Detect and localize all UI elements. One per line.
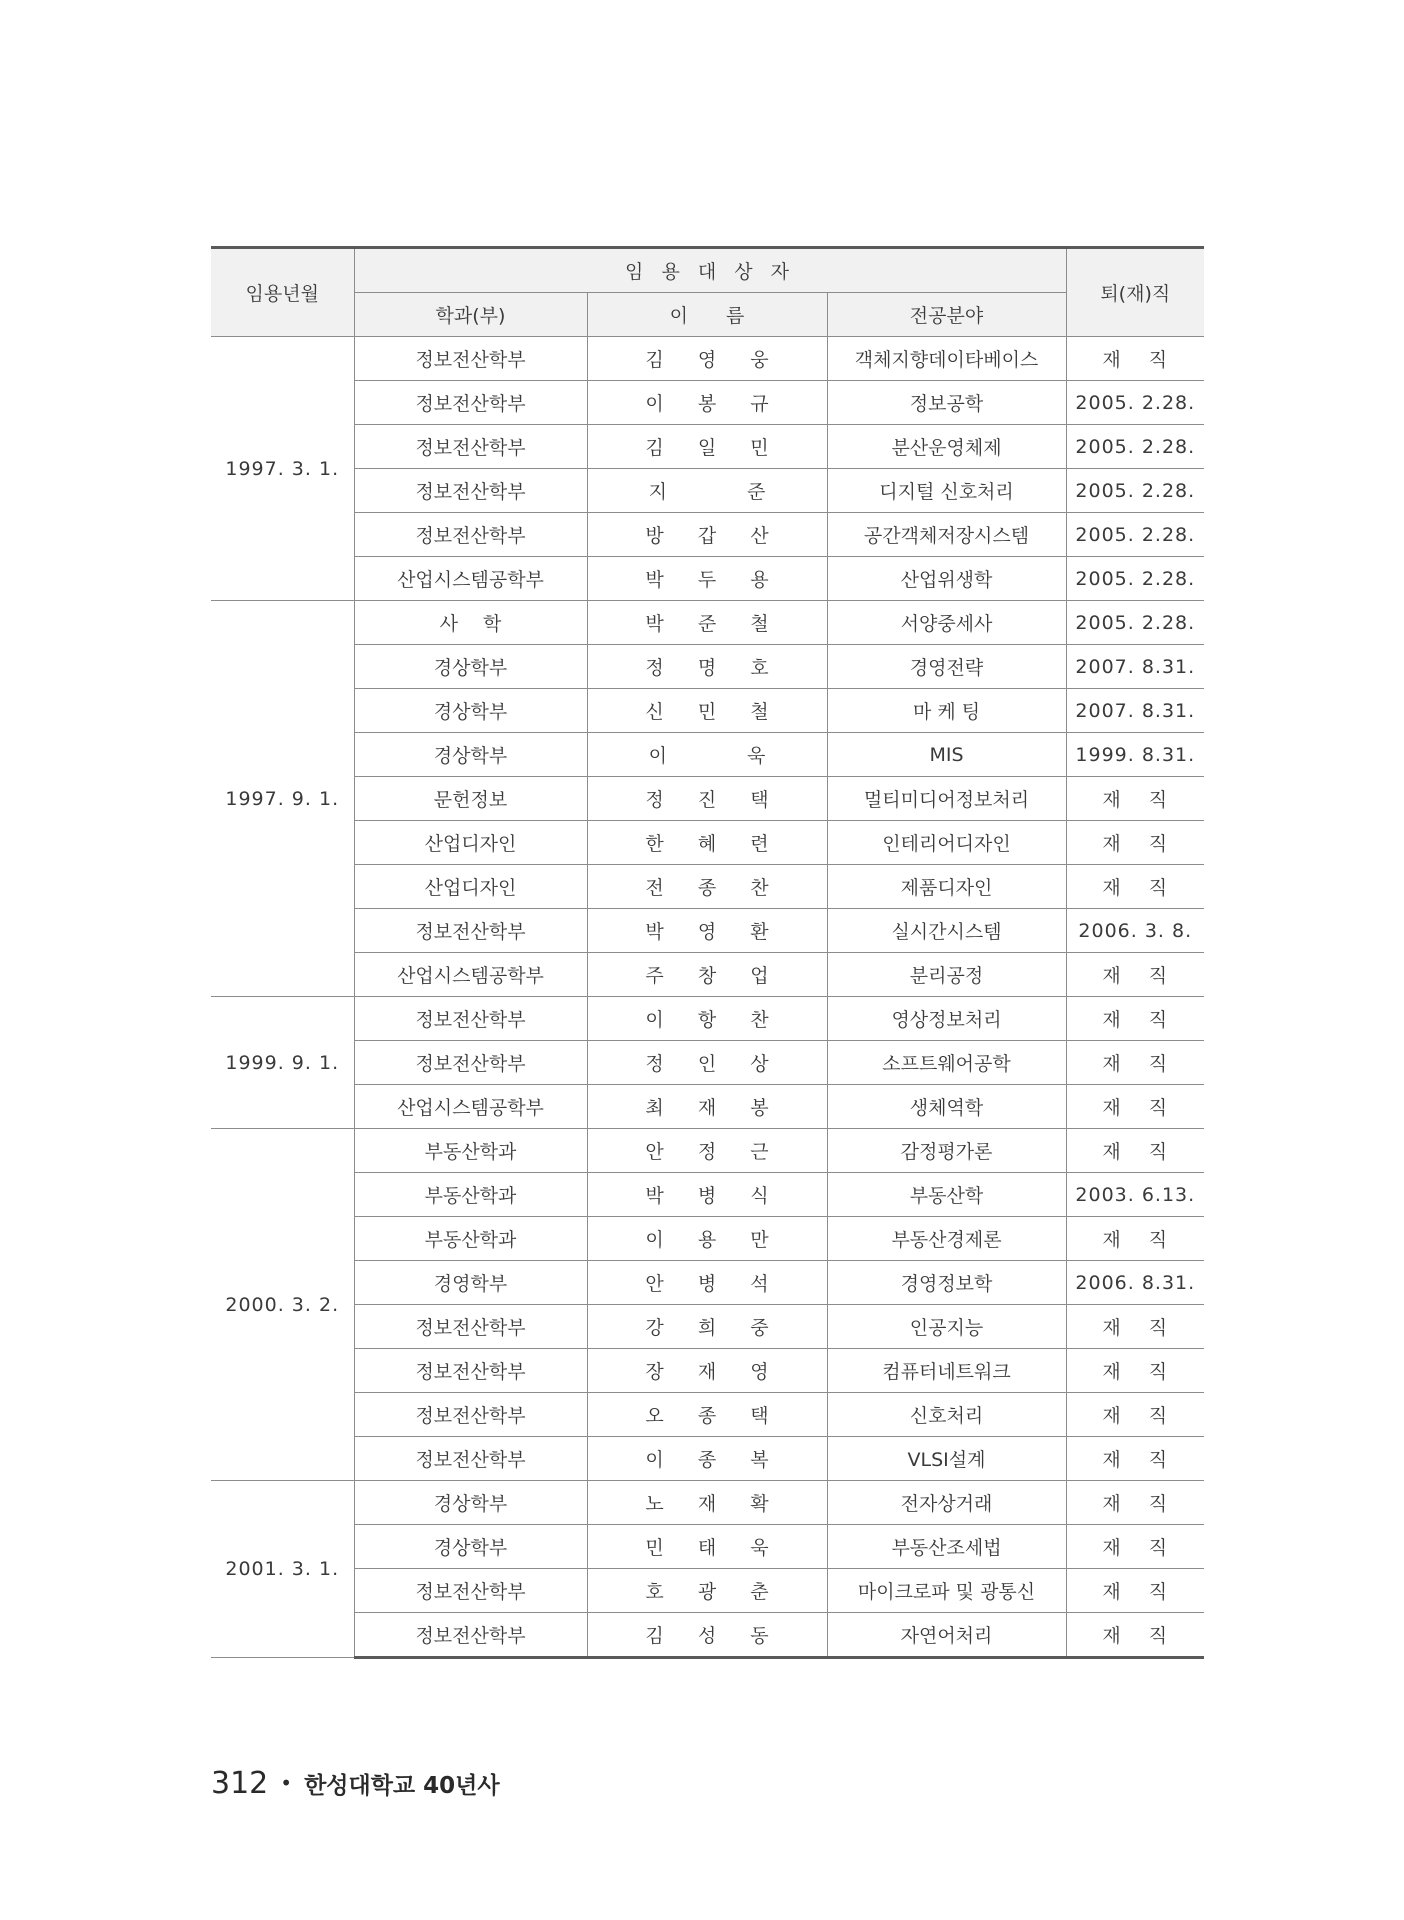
status-cell: 2005. 2.28.	[1066, 557, 1204, 601]
name-cell: 강 희 중	[587, 1305, 827, 1349]
table-row	[211, 1217, 1204, 1261]
table-row	[211, 1129, 1204, 1173]
department-cell: 정보전산학부	[354, 1613, 587, 1658]
header-appointee-group: 임 용 대 상 자	[354, 248, 1066, 293]
major-cell: 인공지능	[827, 1305, 1066, 1349]
appointment-date-cell: 2001. 3. 1.	[211, 1481, 354, 1658]
header-department: 학과(부)	[354, 293, 587, 337]
major-cell: 실시간시스템	[827, 909, 1066, 953]
name-cell: 이 종 복	[587, 1437, 827, 1481]
header-status: 퇴(재)직	[1066, 248, 1204, 337]
status-cell: 재 직	[1066, 1349, 1204, 1393]
name-cell: 방 갑 산	[587, 513, 827, 557]
major-cell: 분산운영체제	[827, 425, 1066, 469]
header-major: 전공분야	[827, 293, 1066, 337]
department-cell: 정보전산학부	[354, 337, 587, 381]
department-cell: 경영학부	[354, 1261, 587, 1305]
status-cell: 재 직	[1066, 1481, 1204, 1525]
major-cell: 객체지향데이타베이스	[827, 337, 1066, 381]
status-cell: 2006. 8.31.	[1066, 1261, 1204, 1305]
department-cell: 정보전산학부	[354, 1393, 587, 1437]
status-cell: 2003. 6.13.	[1066, 1173, 1204, 1217]
major-cell: 정보공학	[827, 381, 1066, 425]
name-cell: 호 광 춘	[587, 1569, 827, 1613]
department-cell: 정보전산학부	[354, 425, 587, 469]
department-cell: 정보전산학부	[354, 997, 587, 1041]
status-cell: 재 직	[1066, 865, 1204, 909]
status-cell: 재 직	[1066, 1305, 1204, 1349]
name-cell: 박 준 철	[587, 601, 827, 645]
name-cell: 김 일 민	[587, 425, 827, 469]
name-cell: 주 창 업	[587, 953, 827, 997]
table-row	[211, 557, 1204, 601]
major-cell: 산업위생학	[827, 557, 1066, 601]
department-cell: 정보전산학부	[354, 381, 587, 425]
status-cell: 2005. 2.28.	[1066, 425, 1204, 469]
status-cell: 2007. 8.31.	[1066, 645, 1204, 689]
status-cell: 재 직	[1066, 1217, 1204, 1261]
table-row	[211, 953, 1204, 997]
table-row	[211, 337, 1204, 381]
status-cell: 재 직	[1066, 1437, 1204, 1481]
department-cell: 산업디자인	[354, 821, 587, 865]
major-cell: 멀티미디어정보처리	[827, 777, 1066, 821]
name-cell: 김 영 웅	[587, 337, 827, 381]
header-appointment-date: 임용년월	[211, 248, 354, 337]
major-cell: MIS	[827, 733, 1066, 777]
name-cell: 이 용 만	[587, 1217, 827, 1261]
status-cell: 2005. 2.28.	[1066, 601, 1204, 645]
page-footer	[211, 1766, 500, 1801]
department-cell: 문헌정보	[354, 777, 587, 821]
table-row	[211, 1173, 1204, 1217]
table-row	[211, 425, 1204, 469]
table-row	[211, 513, 1204, 557]
name-cell: 노 재 확	[587, 1481, 827, 1525]
department-cell: 산업시스템공학부	[354, 1085, 587, 1129]
major-cell: 컴퓨터네트워크	[827, 1349, 1066, 1393]
major-cell: 신호처리	[827, 1393, 1066, 1437]
major-cell: 분리공정	[827, 953, 1066, 997]
table-row	[211, 1393, 1204, 1437]
department-cell: 정보전산학부	[354, 1305, 587, 1349]
header-row-2	[211, 293, 1204, 337]
name-cell: 이 욱	[587, 733, 827, 777]
name-cell: 정 진 택	[587, 777, 827, 821]
department-cell: 경상학부	[354, 1481, 587, 1525]
status-cell: 재 직	[1066, 1525, 1204, 1569]
status-cell: 2005. 2.28.	[1066, 381, 1204, 425]
table-row	[211, 689, 1204, 733]
department-cell: 정보전산학부	[354, 1041, 587, 1085]
table-row	[211, 1261, 1204, 1305]
department-cell: 사 학	[354, 601, 587, 645]
table-row	[211, 1613, 1204, 1658]
department-cell: 정보전산학부	[354, 513, 587, 557]
major-cell: 감정평가론	[827, 1129, 1066, 1173]
page-number: 312	[211, 1766, 269, 1801]
department-cell: 경상학부	[354, 645, 587, 689]
appointment-date-cell: 1997. 3. 1.	[211, 337, 354, 601]
status-cell: 2006. 3. 8.	[1066, 909, 1204, 953]
header-name: 이 름	[587, 293, 827, 337]
table-row	[211, 821, 1204, 865]
status-cell: 2005. 2.28.	[1066, 469, 1204, 513]
major-cell: 부동산학	[827, 1173, 1066, 1217]
department-cell: 산업시스템공학부	[354, 557, 587, 601]
major-cell: 인테리어디자인	[827, 821, 1066, 865]
appointment-date-cell: 2000. 3. 2.	[211, 1129, 354, 1481]
department-cell: 부동산학과	[354, 1129, 587, 1173]
name-cell: 민 태 욱	[587, 1525, 827, 1569]
major-cell: 영상정보처리	[827, 997, 1066, 1041]
name-cell: 지 준	[587, 469, 827, 513]
name-cell: 이 항 찬	[587, 997, 827, 1041]
major-cell: 부동산경제론	[827, 1217, 1066, 1261]
name-cell: 안 병 석	[587, 1261, 827, 1305]
status-cell: 재 직	[1066, 1041, 1204, 1085]
table-row	[211, 601, 1204, 645]
major-cell: 경영전략	[827, 645, 1066, 689]
major-cell: 제품디자인	[827, 865, 1066, 909]
status-cell: 재 직	[1066, 1129, 1204, 1173]
table-row	[211, 1525, 1204, 1569]
department-cell: 산업시스템공학부	[354, 953, 587, 997]
department-cell: 정보전산학부	[354, 1437, 587, 1481]
major-cell: 서양중세사	[827, 601, 1066, 645]
major-cell: 마이크로파 및 광통신	[827, 1569, 1066, 1613]
status-cell: 재 직	[1066, 953, 1204, 997]
status-cell: 재 직	[1066, 1393, 1204, 1437]
name-cell: 오 종 택	[587, 1393, 827, 1437]
name-cell: 신 민 철	[587, 689, 827, 733]
department-cell: 부동산학과	[354, 1173, 587, 1217]
table-body	[211, 337, 1204, 1658]
name-cell: 박 두 용	[587, 557, 827, 601]
table-row	[211, 1569, 1204, 1613]
department-cell: 경상학부	[354, 689, 587, 733]
department-cell: 정보전산학부	[354, 909, 587, 953]
table-row	[211, 1481, 1204, 1525]
status-cell: 2007. 8.31.	[1066, 689, 1204, 733]
name-cell: 정 인 상	[587, 1041, 827, 1085]
major-cell: 마 케 팅	[827, 689, 1066, 733]
name-cell: 정 명 호	[587, 645, 827, 689]
table-row	[211, 909, 1204, 953]
major-cell: VLSI설계	[827, 1437, 1066, 1481]
major-cell: 디지털 신호처리	[827, 469, 1066, 513]
major-cell: 공간객체저장시스템	[827, 513, 1066, 557]
bullet-separator: •	[280, 1771, 293, 1795]
appointment-table-container	[211, 246, 1204, 1659]
department-cell: 부동산학과	[354, 1217, 587, 1261]
name-cell: 전 종 찬	[587, 865, 827, 909]
table-row	[211, 469, 1204, 513]
name-cell: 박 영 환	[587, 909, 827, 953]
status-cell: 재 직	[1066, 821, 1204, 865]
department-cell: 정보전산학부	[354, 1569, 587, 1613]
table-row	[211, 733, 1204, 777]
status-cell: 재 직	[1066, 777, 1204, 821]
department-cell: 정보전산학부	[354, 469, 587, 513]
name-cell: 장 재 영	[587, 1349, 827, 1393]
status-cell: 재 직	[1066, 1569, 1204, 1613]
name-cell: 최 재 봉	[587, 1085, 827, 1129]
major-cell: 소프트웨어공학	[827, 1041, 1066, 1085]
table-row	[211, 1305, 1204, 1349]
appointment-date-cell: 1997. 9. 1.	[211, 601, 354, 997]
major-cell: 경영정보학	[827, 1261, 1066, 1305]
faculty-appointment-table	[211, 246, 1204, 1659]
book-title: 한성대학교 40년사	[304, 1773, 500, 1799]
status-cell: 2005. 2.28.	[1066, 513, 1204, 557]
table-row	[211, 645, 1204, 689]
major-cell: 부동산조세법	[827, 1525, 1066, 1569]
status-cell: 1999. 8.31.	[1066, 733, 1204, 777]
department-cell: 정보전산학부	[354, 1349, 587, 1393]
name-cell: 박 병 식	[587, 1173, 827, 1217]
table-row	[211, 1349, 1204, 1393]
name-cell: 이 봉 규	[587, 381, 827, 425]
table-row	[211, 1085, 1204, 1129]
header-row-1	[211, 248, 1204, 293]
table-row	[211, 1041, 1204, 1085]
status-cell: 재 직	[1066, 337, 1204, 381]
table-row	[211, 865, 1204, 909]
appointment-date-cell: 1999. 9. 1.	[211, 997, 354, 1129]
name-cell: 김 성 동	[587, 1613, 827, 1658]
department-cell: 산업디자인	[354, 865, 587, 909]
name-cell: 한 혜 련	[587, 821, 827, 865]
status-cell: 재 직	[1066, 997, 1204, 1041]
table-row	[211, 381, 1204, 425]
table-row	[211, 997, 1204, 1041]
table-row	[211, 1437, 1204, 1481]
department-cell: 경상학부	[354, 733, 587, 777]
status-cell: 재 직	[1066, 1085, 1204, 1129]
major-cell: 생체역학	[827, 1085, 1066, 1129]
major-cell: 자연어처리	[827, 1613, 1066, 1658]
table-header	[211, 248, 1204, 337]
name-cell: 안 정 근	[587, 1129, 827, 1173]
status-cell: 재 직	[1066, 1613, 1204, 1658]
table-row	[211, 777, 1204, 821]
major-cell: 전자상거래	[827, 1481, 1066, 1525]
department-cell: 경상학부	[354, 1525, 587, 1569]
